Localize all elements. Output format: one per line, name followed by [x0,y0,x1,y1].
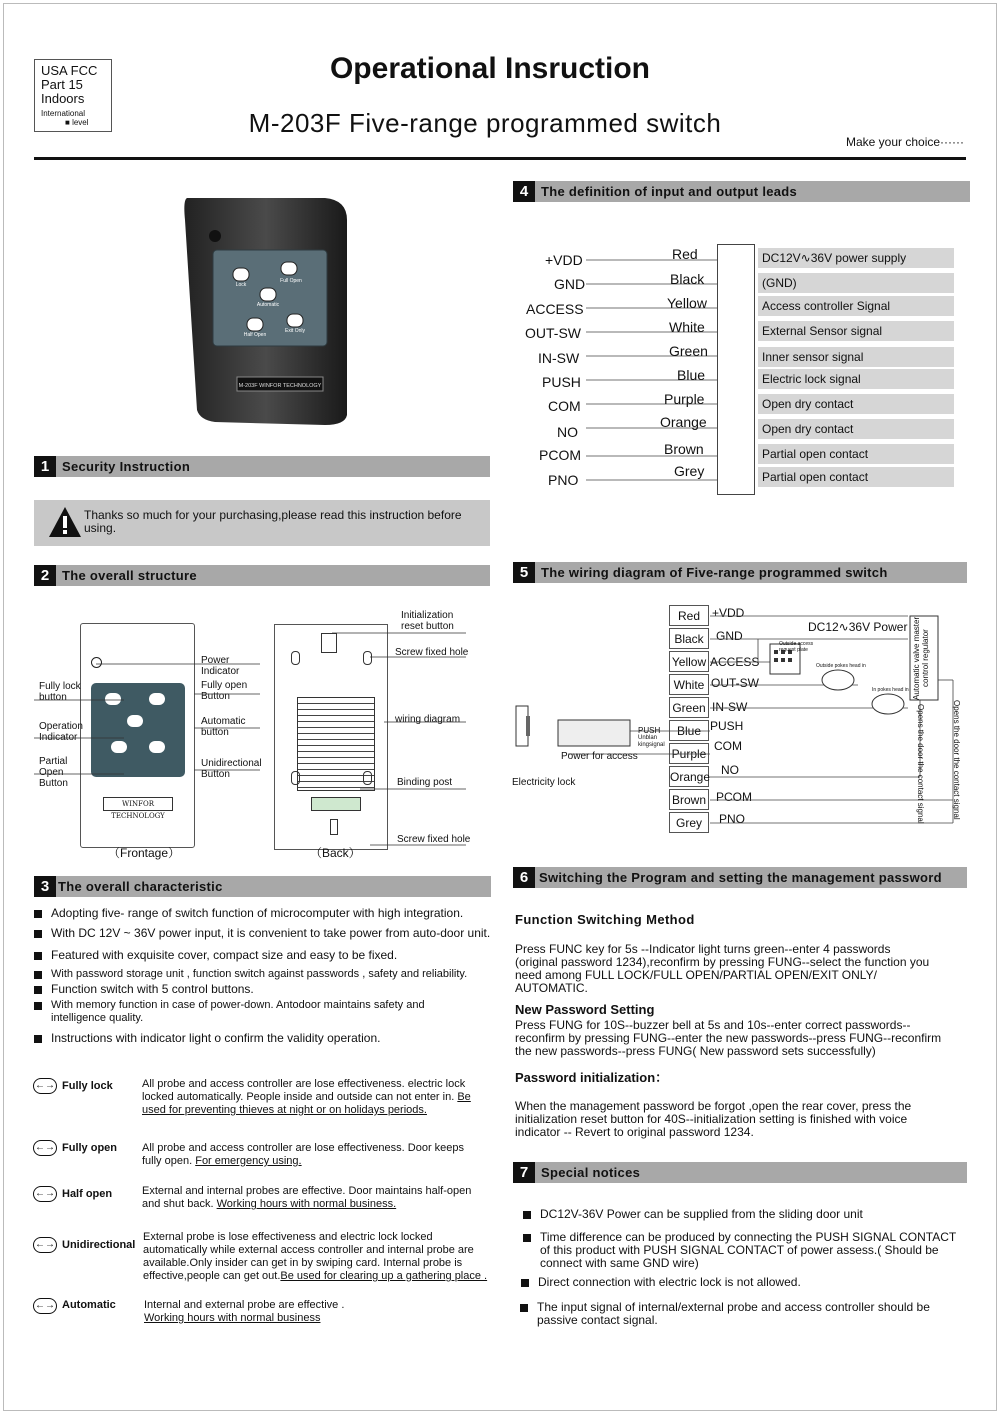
lead-definition: Inner sensor signal [758,347,954,367]
mode-name-fully-open: Fully open [62,1142,117,1154]
characteristic-item: Instructions with indicator light o confirm the validity operation. [51,1032,491,1045]
characteristic-item: With password storage unit , function switch against passwords , safety and reliability. [51,968,491,981]
section-4-header: 4 The definition of input and output leads [513,181,970,202]
wire-color: Brown [664,441,704,457]
characteristic-item: With memory function in case of power-down. Antodoor maintains safety and intelligence quality. [51,999,471,1025]
device-brand: M-203F WINFOR TECHNOLOGY [238,383,322,389]
characteristic-item: Adopting five- range of switch function of microcomputer with high integration. [51,907,491,920]
lead-name: GND [554,276,586,292]
function-switching-text: Press FUNC key for 5s --Indicator light turns green--enter 4 passwords (original password 1234),reconfirm by pressing FUNG--select the function you need among FULL LOCK/FULL OPEN/PARTIAL OPEN/EXIT ONLY/ AUTOMATIC. [515,942,930,995]
wiring-lead: PCOM [716,790,752,804]
label-automatic: Automatic button [201,716,246,738]
wiring-color-cell: Black [669,628,709,649]
page-subtitle: M-203F Five-range programmed switch [248,108,722,138]
inside-probe-label: In pokes head in [872,687,909,693]
notice-item: Time difference can be produced by connecting the PUSH SIGNAL CONTACT of this product with PUSH SIGNAL CONTACT of power assess.( Should be connect with same GND wire) [540,1231,960,1270]
wiring-color-cell: Purple [669,743,709,764]
back-leader-lines [320,625,470,850]
wiring-lead: +VDD [712,606,745,620]
lead-definition: Partial open contact [758,467,954,487]
lead-definition: Electric lock signal [758,369,954,389]
device-photo [175,190,365,430]
label-unidirectional: Unidirectional Button [201,758,262,780]
function-switching-heading: Function Switching Method [515,912,695,927]
label-screw-hole-bottom: Screw fixed hole [397,834,471,845]
wire-color: Orange [660,414,707,430]
unlock-signal-label: Unblan kingsignal [638,735,665,748]
lead-name: PCOM [539,447,581,463]
header-rule [34,157,966,160]
mode-name-half-open: Half open [62,1188,113,1200]
warning-text: Thanks so much for your purchasing,please read this instruction before using. [84,508,462,535]
wiring-lead: NO [721,763,739,777]
wire-color: Yellow [667,295,707,311]
wiring-lead: OUT-SW [711,676,759,690]
lead-definition: DC12V∿36V power supply [758,248,954,268]
wiring-color-cell: Green [669,697,709,718]
wire-color: Purple [664,391,705,407]
device-label-exit-only: Exit Only [284,328,306,334]
new-password-heading: New Password Setting [515,1002,655,1017]
notice-item: Direct connection with electric lock is not allowed. [538,1276,958,1289]
device-label-full-open: Full Open [280,278,302,284]
tagline: Make your choice······ [846,135,965,149]
wire-color: Red [672,246,698,262]
power-label: DC12∿36V Power [808,620,908,634]
fully-lock-icon: ←→ [33,1078,57,1094]
label-screw-hole-top: Screw fixed hole [395,647,469,658]
electric-lock-label: Electricity lock [512,777,576,788]
warning-icon [48,506,82,538]
wiring-color-cell: Brown [669,789,709,810]
outside-probe-label: Outside pokes head in [816,663,866,669]
label-binding-post: Binding post [397,777,453,788]
wire-color: Grey [674,463,705,479]
lead-definition: (GND) [758,273,954,293]
lead-name: +VDD [545,252,583,268]
controller-label: Automatic valve master control regulator [912,616,930,700]
front-caption: （Frontage） [108,846,181,860]
unidirectional-icon: ←→ [33,1237,57,1253]
mode-name-automatic: Automatic [62,1299,116,1311]
characteristic-item: Featured with exquisite cover, compact size and easy to be fixed. [51,949,491,962]
front-brand: WINFOR TECHNOLOGY [103,797,173,811]
contact-signal-label-1: Opens the door the contact signal [916,704,925,824]
notice-item: DC12V-36V Power can be supplied from the sliding door unit [540,1208,960,1221]
label-fully-lock: Fully lock button [39,681,81,703]
wire-color: White [669,319,705,335]
lead-name: PNO [548,472,579,488]
wire-color: Green [669,343,708,359]
label-operation-indicator: Operation Indicator [39,721,83,743]
lead-definition: Partial open contact [758,444,954,464]
wiring-lead: IN-SW [712,700,748,714]
wiring-lead: PNO [719,812,746,826]
outside-reader-label: Outside access request plate [779,641,814,653]
label-power-indicator: Power Indicator [201,655,240,677]
front-leader-lines [34,620,274,780]
mode-desc-fully-lock: All probe and access controller are lose effectiveness. electric lock locked automatically. People inside and outside can not enter in. Be used for preventing thieves at night or on holidays periods. [142,1078,471,1116]
lead-terminal-block [717,244,755,495]
wiring-color-cell: Blue [669,720,709,741]
device-label-lock: Lock [235,282,247,288]
wiring-color-cell: Yellow [669,651,709,672]
mode-desc-half-open: External and internal probes are effective. Door maintains half-open and shut back. Working hours with normal business. [142,1185,472,1210]
warning-box [34,500,490,546]
page-title: Operational Insruction [329,52,651,85]
characteristic-item: With DC 12V ~ 36V power input, it is convenient to take power from auto-door unit. [51,926,491,940]
fully-open-icon: ←→ [33,1140,57,1156]
wire-color: Black [670,271,705,287]
lead-name: NO [557,424,578,440]
lead-definition: External Sensor signal [758,321,954,341]
wiring-lead: COM [714,739,742,753]
lead-name: ACCESS [526,301,584,317]
section-5-header: 5 The wiring diagram of Five-range programmed switch [513,562,967,583]
section-7-header: 7 Special notices [513,1162,967,1183]
label-fully-open: Fully open Button [201,680,248,702]
label-partial-open: Partial Open Button [39,756,68,789]
lead-definition: Open dry contact [758,394,954,414]
push-signal-label: PUSH [638,726,661,735]
wiring-color-cell: White [669,674,709,695]
wiring-color-cell: Orange [669,766,709,787]
wiring-diagram [508,600,968,830]
section-1-header: 1 Security Instruction [34,456,490,477]
wiring-lead: PUSH [710,719,744,733]
password-init-heading: Password initialization： [515,1070,669,1085]
lead-name: OUT-SW [525,325,581,341]
back-caption: （Back） [310,846,361,860]
lead-name: IN-SW [538,350,580,366]
mode-desc-fully-open: All probe and access controller are lose effectiveness. Door keeps fully open. For emergency using. [142,1142,465,1167]
notice-item: The input signal of internal/external probe and access controller should be passive contact signal. [537,1301,957,1327]
mode-desc-automatic: Internal and external probe are effective . Working hours with normal business [144,1299,345,1324]
lead-definition: Access controller Signal [758,296,954,316]
mode-desc-unidirectional: External probe is lose effectiveness and electric lock locked automatically while external access controller and internal probe are available.Only insider can get in by swiping card. Internal probe is effective,people can get out.Be used for clearing up a gathering place . [143,1231,488,1282]
lead-definition: Open dry contact [758,419,954,439]
characteristic-item: Function switch with 5 control buttons. [51,983,491,996]
password-init-text: When the management password be forgot ,open the rear cover, press the initialization reset button for 40S--initialization setting is finished with voice indicator -- Revert to original password 1234. [515,1099,912,1139]
wiring-lead: ACCESS [710,655,760,669]
half-open-icon: ←→ [33,1186,57,1202]
label-wiring-diagram: wiring diagram [395,714,461,725]
power-access-label: Power for access [561,751,638,762]
lead-name: COM [548,398,581,414]
label-reset-button: Initialization reset button [401,610,454,632]
wiring-color-cell: Red [669,605,709,626]
device-label-half-open: Half Open [243,332,267,338]
contact-signal-label-2: Opens the door the contact signal [952,700,961,820]
mode-name-unidirectional: Unidirectional [62,1239,136,1251]
lead-name: PUSH [542,374,581,390]
automatic-icon: ←→ [33,1298,57,1314]
fcc-badge: USA FCC Part 15 Indoors International ■ level [34,59,112,132]
mode-name-fully-lock: Fully lock [62,1080,113,1092]
section-6-header: 6 Switching the Program and setting the management password [513,867,967,888]
device-label-automatic: Automatic [256,302,280,308]
wiring-color-cell: Grey [669,812,709,833]
new-password-text: Press FUNG for 10S--buzzer bell at 5s and 10s--enter correct passwords--reconfirm by pressing FUNG--enter the new passwords--press FUNG--reconfirm the new passwords--press FUNG( New password sets successfully) [515,1018,942,1058]
section-3-header: 3 The overall characteristic [34,876,491,897]
section-2-header: 2 The overall structure [34,565,490,586]
wire-color: Blue [677,367,706,383]
wiring-lead: GND [716,629,743,643]
